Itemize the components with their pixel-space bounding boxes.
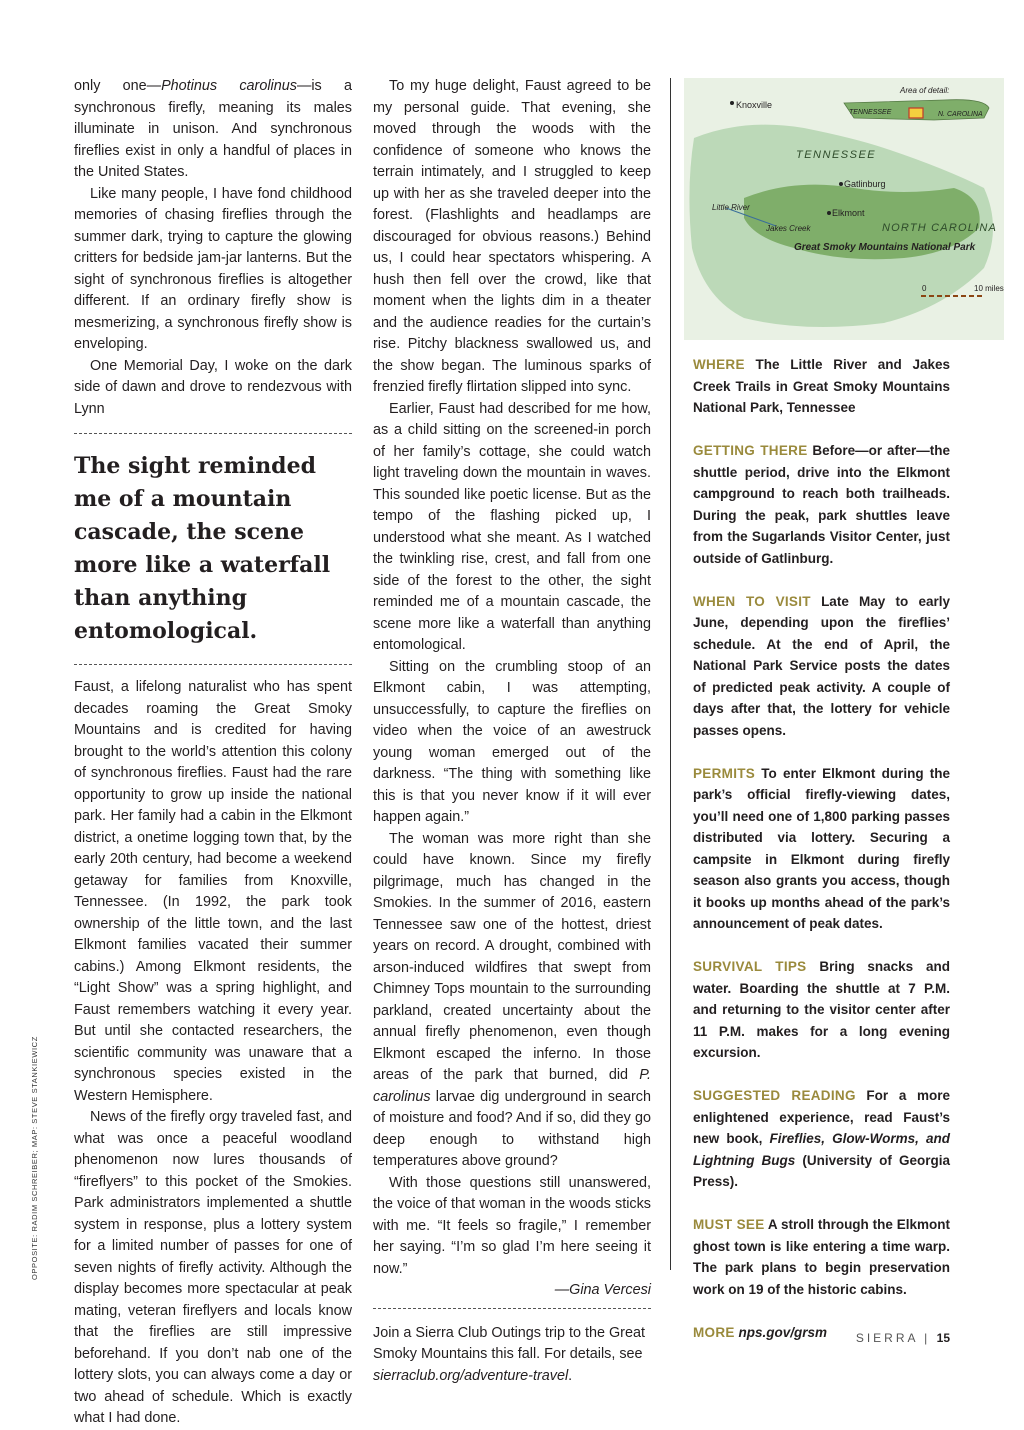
must-see-section: MUST SEE A stroll through the Elkmont ghost town is like entering a time warp. The park plans to begin preservation work on 19 of the historic cabins. (693, 1217, 951, 1297)
gatlinburg-label: Gatlinburg (844, 179, 886, 189)
trip-info-sidebar (693, 354, 950, 1365)
park-map (684, 78, 1004, 340)
page-number: 15 (936, 1331, 950, 1345)
north-carolina-label: NORTH CAROLINA (882, 222, 997, 234)
elkmont-label: Elkmont (832, 208, 865, 218)
paragraph: One Memorial Day, I woke on the dark side of dawn and drove to rendezvous with Lynn (74, 357, 352, 417)
tennessee-label: TENNESSEE (796, 149, 877, 161)
footer-separator: | (924, 1331, 931, 1345)
where-section: WHERE The Little River and Jakes Creek Trails in Great Smoky Mountains National Park, Tennessee (693, 357, 950, 415)
scale-ten-label: 10 miles (974, 284, 1004, 293)
area-of-detail-label: Area of detail: (900, 86, 950, 95)
page-footer (856, 1331, 950, 1345)
paragraph: only one—Photinus carolinus—is a synchronous firefly, meaning its males illuminate in unison. And synchronous fireflies exist in only a handful of places in the United States. (74, 78, 352, 180)
paragraph: Earlier, Faust had described for me how, as a child sitting on the screened-in porch of her family’s cottage, she could watch light traveling down the mountain in waves. This sounded like poetic license. But as the tempo of the flashing picked up, I understood what she meant. As I watched the twinkling rise, crest, and fall from one side of the forest to the other, the sight reminded me of a mountain cascade, the scene more like a waterfall than anything entomological. (373, 400, 651, 653)
more-section: MORE nps.gov/grsm (693, 1324, 827, 1340)
paragraph: Like many people, I have fond childhood memories of chasing fireflies through the summer dark, trying to capture the glowing critters for bedside jam-jar lanterns. But the sight of synchronous fireflies is altogether different. If an ordinary firefly show is mesmerizing, a synchronous firefly show is enveloping. (74, 185, 352, 352)
column-rule (670, 78, 671, 1270)
paragraph: News of the firefly orgy traveled fast, and what was once a peaceful woodland phenomenon now lures thousands of “fireflyers” to this pocket of the Smokies. Park administrators implemented a shuttle system in response, plus a lottery system for a limited number of passes for one of seven nights of firefly activity. Although the display becomes more spectacular at peak mating, veteran fireflyers and locals know that the fireflies are still impressive beforehand. If you don’t nab one of the lottery slots, you can always come a day or two ahead of schedule. Which is exactly what I had done. (74, 1109, 352, 1426)
paragraph: Faust, a lifelong naturalist who has spent decades roaming the Great Smoky Mountains and is credited for having brought to the world’s attention this colony of synchronous fireflies. Faust had the rare opportunity to grow up inside the national park. Her family had a cabin in the Elkmont district, a onetime logging town that, by the early 20th century, had become a weekend getaway for families from Knoxville, Tennessee. (In 1992, the park took ownership of the little town, and the last Elkmont families vacated their summer cabins.) Among Elkmont residents, the “Light Show” was a spring highlight, and Faust remembers watching it every year. But until she contacted researchers, the scientific community was unaware that a synchronous species existed in the Western Hemisphere. (74, 679, 352, 1104)
jakes-creek-label: Jakes Creek (766, 224, 811, 233)
knoxville-label: Knoxville (736, 100, 773, 110)
when-to-visit-section: WHEN TO VISIT Late May to early June, depending upon the fireflies’ schedule. At the end of April, the National Park Service posts the dates of predicted peak activity. A couple of days after that, the lottery for vehicle passes opens. (693, 593, 950, 738)
divider (373, 1308, 651, 1309)
inset-north-carolina-label: N. CAROLINA (938, 111, 983, 118)
pull-quote: The sight reminded me of a mountain cascade, the scene more like a waterfall than anything entomological. (74, 453, 331, 644)
survival-tips-section: SURVIVAL TIPS Bring snacks and water. Boarding the shuttle at 7 P.M. and returning to the visitor center after 11 P.M. makes for a long evening excursion. (693, 959, 950, 1060)
magazine-name: SIERRA (855, 1331, 918, 1345)
inset-tennessee-label: TENNESSEE (849, 109, 892, 116)
scale-zero-label: 0 (922, 284, 927, 293)
photo-credit: OPPOSITE: RADIM SCHREIBER; MAP: STEVE STANKIEWICZ (30, 1036, 39, 1280)
more-link[interactable]: nps.gov/grsm (738, 1324, 827, 1340)
author-signature: —Gina Vercesi (554, 1282, 651, 1298)
park-name-label: Great Smoky Mountains National Park (794, 242, 976, 253)
suggested-reading-section: SUGGESTED READING For a more enlightened experience, read Faust’s new book, Fireflies, Glow-Worms, and Lightning Bugs (University of Georgia Press). (693, 1088, 950, 1189)
article-column-2 (373, 76, 651, 1387)
outings-link[interactable]: sierraclub.org/adventure-travel (373, 1367, 569, 1384)
paragraph: With those questions still unanswered, the voice of that woman in the woods sticks with me. “It feels so fragile,” I remember her saying. “I’m so glad I’m here seeing it now.” (373, 1174, 651, 1277)
outings-note: Join a Sierra Club Outings trip to the Great Smoky Mountains this fall. For details, see sierraclub.org/adventure-travel. (373, 1324, 645, 1384)
divider (74, 664, 352, 665)
paragraph: To my huge delight, Faust agreed to be my personal guide. That evening, she moved through the woods with the confidence of someone who knows the terrain intimately, and I struggled to keep up with her as she traveled deeper into the forest. (Flashlights and headlamps are discouraged for obvious reasons.) Behind us, I could hear spectators whispering. A hush then fell over the crowd, like that moment when the lights dim in a theater and the audience readies for the curtain’s rise. Pitchy blackness swallowed us, and the show began. The luminous sparks of frenzied firefly flirtation slipped into sync. (373, 78, 651, 395)
article-column-1 (74, 76, 352, 1430)
paragraph: Sitting on the crumbling stoop of an Elkmont cabin, I was attempting, unsuccessfully, to capture the fireflies on video when the voice of an awestruck young woman emerged out of the darkness. “The thing with something like this is that you never know if it will ever happen again.” (373, 658, 651, 825)
little-river-label: Little River (712, 203, 750, 212)
paragraph: The woman was more right than she could have known. Since my firefly pilgrimage, much has changed in the Smokies. In the summer of 2016, eastern Tennessee saw one of the hottest, driest years on record. A drought, combined with arson-induced wildfires that swept from Chimney Tops mountain to the surrounding parkland, created uncertainty about the annual firefly phenomenon, even though Elkmont escaped the inferno. In those areas of the park that burned, did P. carolinus larvae dig underground in search of moisture and food? And if so, did they go deep enough to withstand high temperatures above ground? (373, 830, 651, 1169)
getting-there-section: GETTING THERE Before—or after—the shuttle period, drive into the Elkmont campground to reach both trailheads. During the peak, park shuttles leave from the Sugarlands Visitor Center, just outside of Gatlinburg. (693, 443, 950, 566)
divider (74, 433, 352, 434)
permits-section: PERMITS To enter Elkmont during the park’s official firefly-viewing dates, you’ll need one of 1,800 parking passes distributed via lottery. Securing a campsite in Elkmont during firefly season also grants you access, though it books up months ahead of the park’s announcement of peak dates. (693, 765, 950, 931)
